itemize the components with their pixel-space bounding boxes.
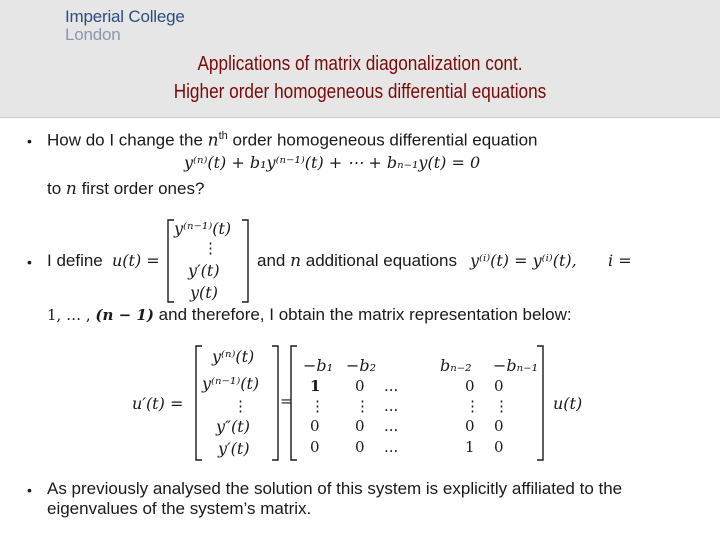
matrix-r4-c4: 0 [465, 417, 475, 435]
matrix-r2-c1: 1 [310, 377, 321, 395]
u-vec-entry-4: y(t) [190, 283, 218, 302]
u-vec-entry-3: y′(t) [188, 261, 220, 280]
u-vec-entry-2: ⋮ [203, 239, 218, 257]
u-definition: u(t) = [112, 251, 160, 270]
u-rhs: u(t) [553, 394, 583, 413]
matrix-r3-c4: ⋮ [465, 397, 480, 415]
bullet-3-marker: • [27, 482, 32, 498]
u-prime-lhs: u′(t) = [132, 394, 184, 413]
matrix-r2-c2: 0 [355, 377, 365, 395]
equals-sign: = [280, 392, 293, 410]
matrix-r2-c5: 0 [494, 377, 504, 395]
matrix-r4-c1: 0 [310, 417, 320, 435]
deriv-vec-entry-5: y′(t) [218, 439, 250, 458]
bullet-3-line-2: eigenvalues of the system’s matrix. [47, 499, 312, 518]
bullet-2-text-c: additional equations [301, 251, 458, 270]
matrix-r3-c3: ... [384, 397, 399, 415]
bullet-2-marker: • [27, 254, 32, 270]
matrix-r5-c4: 1 [465, 438, 475, 456]
matrix-r1-c4: bₙ₋₂ [440, 356, 472, 375]
matrix-r4-c3: ... [384, 417, 399, 435]
bullet-1-text-c: to [47, 179, 66, 198]
matrix-r5-c3: ... [384, 438, 399, 456]
i-equals: i = [608, 251, 632, 270]
bullet-1-n-var: n [65, 179, 77, 199]
bullet-1-text-b: order homogeneous differential equation [227, 130, 538, 150]
bullet-1-n: n [207, 130, 219, 151]
deriv-vec-entry-2: y⁽ⁿ⁻¹⁾(t) [202, 374, 260, 393]
matrix-r3-c5: ⋮ [494, 397, 509, 415]
bullet-1-line-3 [47, 179, 204, 199]
matrix-r5-c5: 0 [494, 438, 504, 456]
bullet-2-line-2-b: (n − 1) [95, 306, 154, 324]
logo-line-2: London [65, 25, 121, 44]
slide-title-line-1: Applications of matrix diagonalization cont. [197, 53, 523, 75]
deriv-vec-entry-4: y″(t) [216, 417, 250, 436]
bullet-2-text-b: and [257, 251, 291, 270]
imperial-college-logo [65, 8, 185, 44]
matrix-r1-c2: −b₂ [346, 356, 377, 375]
bullet-1-th: th [218, 130, 228, 142]
bullet-1-text-d: first order ones? [76, 179, 205, 198]
ode-equation: y⁽ⁿ⁾(t) + b₁y⁽ⁿ⁻¹⁾(t) + ⋯ + bₙ₋₁y(t) = 0 [184, 153, 481, 172]
u-vec-entry-1: y⁽ⁿ⁻¹⁾(t) [174, 219, 232, 238]
header-banner [0, 0, 720, 118]
bullet-2-line-2 [47, 305, 572, 325]
matrix-r3-c2: ⋮ [355, 397, 370, 415]
matrix-r5-c2: 0 [355, 438, 365, 456]
deriv-vec-entry-3: ⋮ [233, 397, 248, 415]
bullet-1-marker: • [27, 133, 32, 149]
matrix-r4-c2: 0 [355, 417, 365, 435]
additional-equation: y⁽ⁱ⁾(t) = y⁽ⁱ⁾(t), [470, 251, 577, 270]
deriv-vec-entry-1: y⁽ⁿ⁾(t) [212, 347, 255, 366]
slide-title-line-2: Higher order homogeneous differential equations [173, 81, 547, 103]
bullet-2-n-var: n [290, 251, 302, 271]
bullet-2-text-a: I define [47, 251, 103, 270]
matrix-r5-c1: 0 [310, 438, 320, 456]
matrix-r2-c4: 0 [465, 377, 475, 395]
matrix-r1-c1: −b₁ [303, 356, 334, 375]
matrix-r2-c3: ... [384, 377, 399, 395]
bullet-2-line-2-c: and therefore, I obtain the matrix representation below: [153, 305, 572, 324]
matrix-r4-c5: 0 [494, 417, 504, 435]
bullet-1-text-a: How do I change the [47, 130, 208, 150]
bullet-3-line-1: As previously analysed the solution of this system is explicitly affiliated to the [47, 479, 623, 498]
bullet-2-line-1-tail [257, 251, 457, 271]
bullet-1-line-1 [47, 130, 538, 151]
bullet-2-line-2-a: 1, … , [47, 306, 96, 324]
logo-line-1: Imperial College [65, 7, 185, 26]
matrix-r1-c5: −bₙ₋₁ [493, 356, 538, 375]
matrix-r3-c1: ⋮ [310, 397, 325, 415]
